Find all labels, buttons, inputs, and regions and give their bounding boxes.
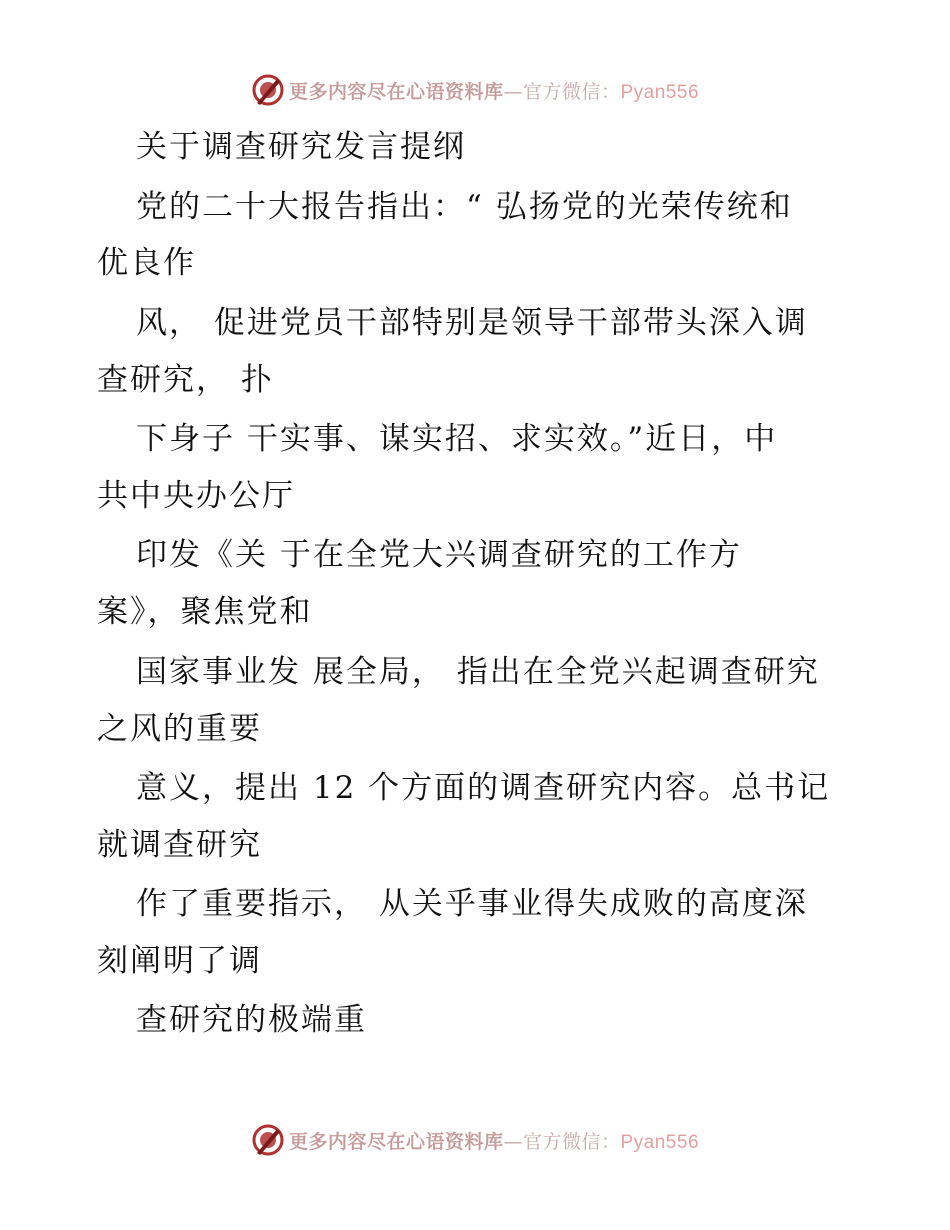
- text-line: 优良作: [97, 245, 196, 281]
- text-line: 共中央办公厅: [97, 478, 295, 514]
- text-line: 党的二十大报告指出：“ 弘扬党的光荣传统和: [136, 189, 793, 225]
- header-watermark: [0, 70, 950, 110]
- watermark-main: 更多内容尽在心语资料库: [288, 1130, 504, 1153]
- text-line: 查研究的极端重: [136, 1002, 367, 1038]
- watermark-id: Pyan556: [620, 1131, 700, 1153]
- text-line: 印发《关 于在全党大兴调查研究的工作方: [136, 537, 742, 573]
- watermark-rest: 官方微信：: [522, 80, 621, 103]
- text-line: 之风的重要: [97, 711, 262, 747]
- pen-logo-icon: [251, 1123, 285, 1157]
- footer-watermark: [0, 1120, 950, 1160]
- watermark-text: [289, 1127, 699, 1154]
- text-line: 案》，聚焦党和: [97, 594, 313, 630]
- watermark-rest: 官方微信：: [522, 1130, 621, 1153]
- text-line: 下身子 干实事、谋实招、求实效。”近日，中: [136, 421, 778, 457]
- pen-logo-icon: [251, 73, 285, 107]
- text-line: 意义，提出 12 个方面的调查研究内容。总书记: [136, 770, 831, 806]
- watermark-main: 更多内容尽在心语资料库: [288, 80, 504, 103]
- watermark-dash: —: [503, 1130, 523, 1153]
- text-line: 作了重要指示， 从关乎事业得失成败的高度深: [136, 886, 808, 922]
- watermark-dash: —: [503, 80, 523, 103]
- watermark-id: Pyan556: [620, 81, 700, 103]
- text-line: 国家事业发 展全局， 指出在全党兴起调查研究: [136, 654, 820, 690]
- watermark-text: [289, 77, 699, 104]
- document-title: 关于调查研究发言提纲: [136, 129, 466, 165]
- text-line: 就调查研究: [97, 827, 262, 863]
- text-line: 刻阐明了调: [97, 943, 262, 979]
- text-line: 查研究， 扑: [97, 362, 274, 398]
- text-line: 风， 促进党员干部特别是领导干部带头深入调: [136, 305, 808, 341]
